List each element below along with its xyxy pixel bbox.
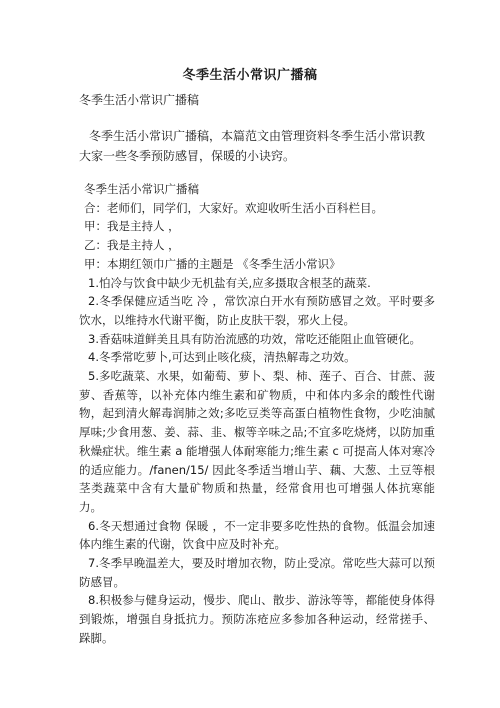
tip-item: 8.积极参与健身运动，慢步、爬山、散步、游泳等等，都能使身体得到锻炼，增强自身抵抗力。预防冻疮应多参加各种运动，经常搓手、跺脚。 (79, 593, 435, 645)
document-title: 冬季生活小常识广播稿 (182, 68, 318, 83)
tip-item: 1.怕冷与饮食中缺少无机盐有关,应多摄取含根茎的蔬菜. (88, 275, 371, 290)
tip-item: 2.冬季保健应适当吃 冷 ，常饮凉白开水有预防感冒之效。平时要多饮水，以维持水代谢平衡，防止皮肤干裂，邪火上侵。 (79, 294, 435, 327)
tip-item: 6.冬天想通过食物 保暖 ，不一定非要多吃性热的食物。低温会加速体内维生素的代谢，饮食中应及时补充。 (79, 518, 435, 552)
dialogue-line: 甲：我是主持人 ， (84, 219, 180, 234)
document-body (79, 180, 435, 648)
tip-item: 7.冬季早晚温差大，要及时增加衣物，防止受凉。常吃些大蒜可以预防感冒。 (79, 556, 435, 589)
tip-item: 3.香菇味道鲜美且具有防治流感的功效，常吃还能阻止血管硬化。 (88, 331, 421, 346)
dialogue-line: 乙：我是主持人 ， (84, 238, 180, 253)
dialogue-line: 甲：本期红领巾广播的主题是 《冬季生活小常识》 (84, 256, 341, 271)
document-subtitle: 冬季生活小常识广播稿 (79, 93, 200, 107)
intro-paragraph: 冬季生活小常识广播稿，本篇范文由管理资料冬季生活小常识教大家一些冬季预防感冒，保暖的小诀窍。 (79, 129, 426, 163)
dialogue-line: 合：老师们，同学们，大家好。欢迎收听生活小百科栏目。 (84, 200, 383, 215)
tip-item: 5.多吃蔬菜、水果，如葡萄、萝卜、梨、柿、莲子、百合、甘蔗、菠萝、香蕉等，以补充体内维生素和矿物质，中和体内多余的酸性代谢物，起到清火解毒润肺之效;多吃豆类等高蛋白植物性食物，少吃油腻厚味;少食用葱、姜、蒜、韭、椒等辛味之品;不宜多吃烧烤，以防加重秋燥症状。维生素 a 能增强人体耐寒能力;维生素 c 可提高人体对寒冷的适应能力。/fanen/15/ 因此冬季适当增山芋、藕、大葱、土豆等根茎类蔬菜中含有大量矿物质和热量，经常食用也可增强人体抗寒能力。 (79, 369, 435, 514)
tip-item: 4.冬季常吃萝卜,可达到止咳化痰，清热解毒之功效。 (88, 350, 356, 365)
section-heading: 冬季生活小常识广播稿 (84, 182, 199, 196)
